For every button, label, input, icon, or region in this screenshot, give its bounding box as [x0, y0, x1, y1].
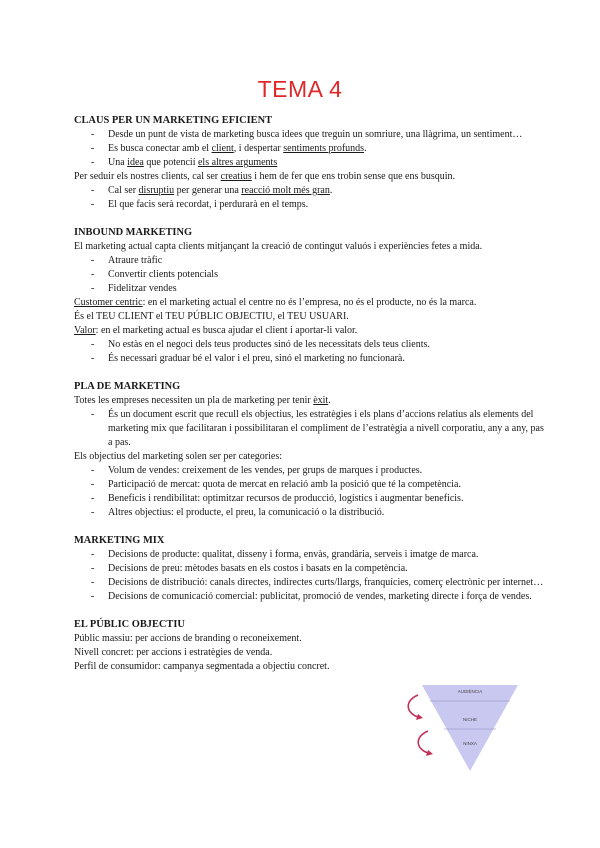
- underlined-text: sentiments profunds: [283, 143, 365, 154]
- text-run: .: [328, 395, 331, 406]
- bullet-list: [74, 184, 544, 212]
- underlined-text: èxit: [313, 395, 329, 406]
- paragraph: [74, 394, 544, 408]
- paragraph: És el TEU CLIENT el TEU PÚBLIC OBJECTIU, el TEU USUARI.: [74, 311, 349, 322]
- text-run: Per seduir els nostres clients, cal ser: [74, 171, 221, 182]
- paragraph: [74, 170, 544, 184]
- list-item: - Atraure tràfic: [74, 254, 544, 268]
- text-run: i hem de fer que ens trobin sense que ens busquin.: [251, 171, 456, 182]
- list-item: - No estàs en el negoci dels teus productes sinó de les necessitats dels teus clients.: [74, 338, 544, 352]
- text-run: Totes les empreses necessiten un pla de marketing per tenir: [74, 395, 314, 406]
- section-heading: INBOUND MARKETING: [74, 227, 193, 238]
- curved-arrow-icon: [418, 731, 428, 753]
- paragraph: [74, 324, 544, 338]
- text-run: : en el marketing actual es busca ajudar el client i aportar-li valor.: [95, 325, 358, 336]
- underlined-text: creatius: [220, 171, 252, 182]
- document-body: [74, 114, 544, 688]
- funnel-shape: [422, 685, 518, 771]
- section-heading: MARKETING MIX: [74, 535, 165, 546]
- bullet-list: [74, 128, 544, 170]
- list-item: - És un document escrit que recull els objectius, les estratègies i els plans d’accions relatius als elements del marketing mix que facilitaran i possibilitaran el compliment de l’estratègia a nivell corporatiu, any a any, pas a pas.: [74, 408, 544, 450]
- funnel-label: NINXA: [463, 741, 477, 746]
- curved-arrow-icon: [408, 695, 418, 717]
- page-title: TEMA 4: [257, 76, 343, 102]
- text-run: : en el marketing actual el centre no és l’empresa, no és el producte, no és la marca.: [142, 297, 477, 308]
- paragraph: El marketing actual capta clients mitjançant la creació de contingut valuós i experiències fetes a mida.: [74, 241, 483, 252]
- funnel-label: AUDIÈNCIA: [457, 689, 483, 694]
- list-item: - Decisions de producte: qualitat, disseny i forma, envàs, grandària, serveis i imatge de marca.: [74, 548, 544, 562]
- list-item: - Fidelitzar vendes: [74, 282, 544, 296]
- list-item: - Participació de mercat: quota de mercat en relació amb la posició que té la competència.: [74, 478, 544, 492]
- bullet-list: [74, 408, 544, 450]
- underlined-text: idea: [127, 157, 144, 168]
- list-item: - Volum de vendes: creixement de les vendes, per grups de marques i productes.: [74, 464, 544, 478]
- list-item: - Decisions de preu: mètodes basats en els costos i basats en la competència.: [74, 562, 544, 576]
- section-heading: CLAUS PER UN MARKETING EFICIENT: [74, 115, 273, 126]
- bullet-list: [74, 338, 544, 366]
- text-run: que potencií: [143, 157, 198, 168]
- bullet-list: [74, 464, 544, 520]
- text-run: , i despertar: [233, 143, 284, 154]
- section-heading: EL PÚBLIC OBJECTIU: [74, 619, 185, 630]
- bullet-list: [74, 548, 544, 604]
- text-run: .: [329, 185, 333, 196]
- paragraph: Públic massiu: per accions de branding o reconeixement.: [74, 633, 302, 644]
- section-pla: [74, 380, 544, 520]
- text-run: Cal ser: [108, 185, 139, 196]
- text-run: Una: [108, 157, 128, 168]
- text-run: .: [364, 143, 367, 154]
- arrowhead-icon: [416, 714, 423, 720]
- list-item: [74, 156, 544, 170]
- section-heading: PLA DE MARKETING: [74, 381, 181, 392]
- section-public: [74, 618, 544, 674]
- section-claus: [74, 114, 544, 212]
- list-item: - Altres objectius: el producte, el preu, la comunicació o la distribució.: [74, 506, 544, 520]
- list-item: [74, 142, 544, 156]
- paragraph: [74, 296, 544, 310]
- paragraph: Perfil de consumidor: campanya segmentada a objectiu concret.: [74, 661, 330, 672]
- text-run: per generar una: [174, 185, 242, 196]
- underlined-text: Valor: [74, 325, 96, 336]
- arrowhead-icon: [426, 750, 433, 756]
- audience-funnel-diagram: [400, 683, 520, 773]
- underlined-text: els altres arguments: [197, 157, 278, 168]
- underlined-text: Customer centric: [74, 297, 143, 308]
- list-item: - Decisions de comunicació comercial: publicitat, promoció de vendes, marketing directe i força de vendes.: [74, 590, 544, 604]
- bullet-list: [74, 254, 544, 296]
- paragraph: Els objectius del marketing solen ser per categories:: [74, 451, 282, 462]
- funnel-label: NICHE: [462, 717, 478, 722]
- list-item: - Beneficis i rendibilitat: optimitzar recursos de producció, logístics i augmentar beneficis.: [74, 492, 544, 506]
- list-item: - És necessari graduar bé el valor i el preu, sinó el marketing no funcionarà.: [74, 352, 544, 366]
- paragraph: Nivell concret: per accions i estratègies de venda.: [74, 647, 273, 658]
- underlined-text: reacció molt més gran: [241, 185, 330, 196]
- list-item: - Desde un punt de vista de marketing busca idees que treguin un somriure, una llàgrima, un sentiment…: [74, 128, 544, 142]
- underlined-text: client: [211, 143, 234, 154]
- list-item: - Convertir clients potencials: [74, 268, 544, 282]
- text-run: Es busca conectar amb el: [108, 143, 212, 154]
- list-item: - El que facis serà recordat, i perdurarà en el temps.: [74, 198, 544, 212]
- underlined-text: disruptiu: [138, 185, 175, 196]
- list-item: [74, 184, 544, 198]
- section-inbound: [74, 226, 544, 366]
- section-mix: [74, 534, 544, 604]
- list-item: - Decisions de distribució: canals directes, indirectes curts/llargs, franquícies, comerç electrònic per internet…: [74, 576, 544, 590]
